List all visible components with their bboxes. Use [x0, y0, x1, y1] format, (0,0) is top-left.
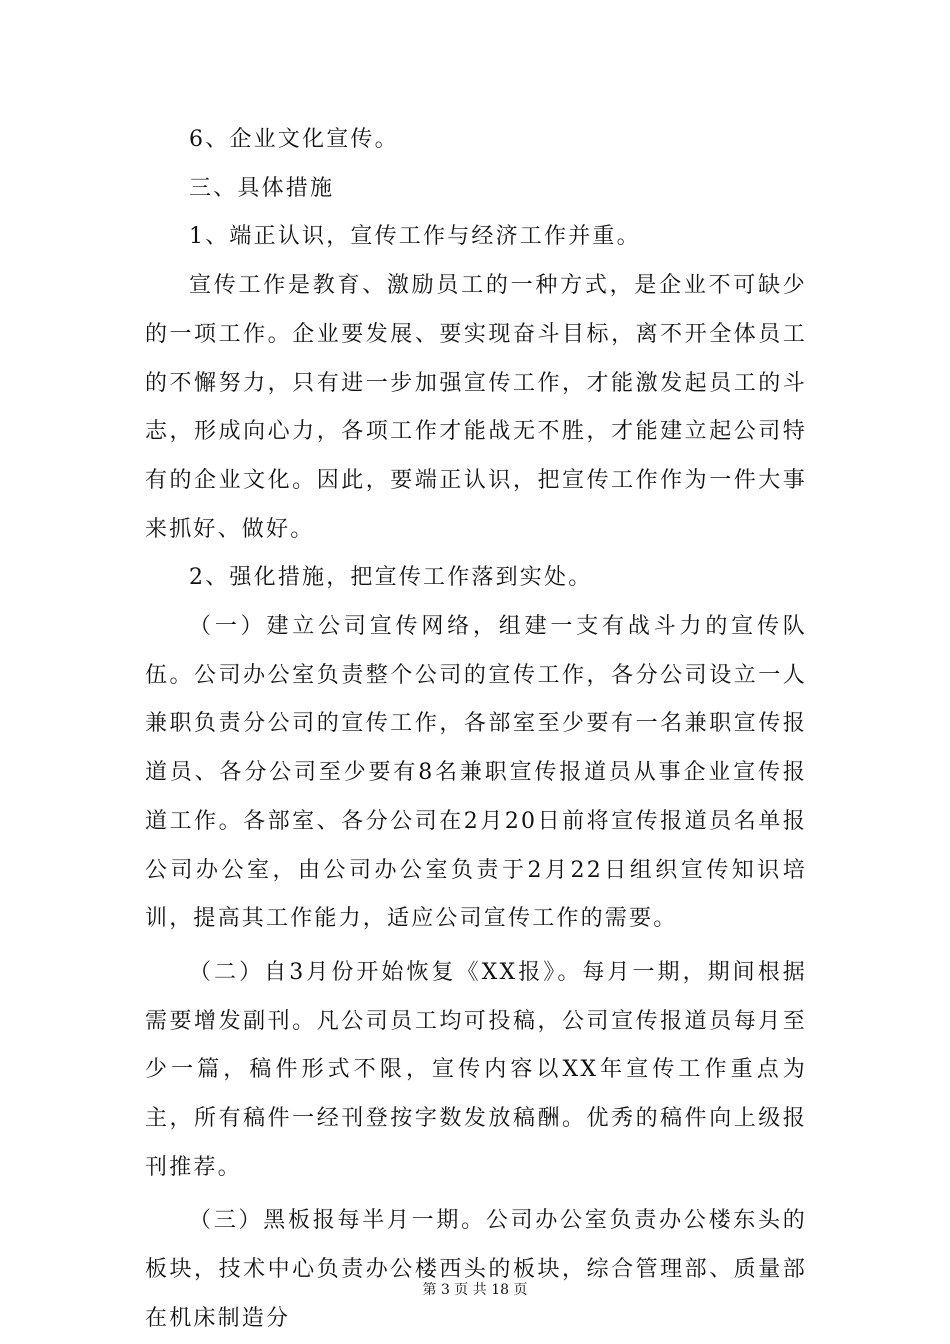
- paragraph-measure-1-body: 宣传工作是教育、激励员工的一种方式，是企业不可缺少的一项工作。企业要发展、要实现奋斗目标，离不开全体员工的不懈努力，只有进一步加强宣传工作，才能激发起员工的斗志，形成向心力，各项工作才能战无不胜，才能建立起公司特有的企业文化。因此，要端正认识，把宣传工作作为一件大事来抓好、做好。: [145, 273, 807, 542]
- paragraph-section-item-6: 6、企业文化宣传。: [189, 127, 399, 152]
- paragraph-sub-item-3: （三）黑板报每半月一期。公司办公室负责办公楼东头的板块，技术中心负责办公楼西头的板块，综合管理部、质量部在机床制造分: [145, 1208, 807, 1331]
- paragraph-sub-item-1: （一）建立公司宣传网络，组建一支有战斗力的宣传队伍。公司办公室负责整个公司的宣传工作，各分公司设立一人兼职负责分公司的宣传工作，各部室至少要有一名兼职宣传报道员、各分公司至少要有8名兼职宣传报道员从事企业宣传报道工作。各部室、各分公司在2月20日前将宣传报道员名单报公司办公室，由公司办公室负责于2月22日组织宣传知识培训，提高其工作能力，适应公司宣传工作的需要。: [145, 614, 807, 932]
- section-heading-measures: 三、具体措施: [189, 175, 335, 201]
- paragraph-sub-item-2: （二）自3月份开始恢复《XX报》。每月一期，期间根据需要增发副刊。凡公司员工均可投稿，公司宣传报道员每月至少一篇，稿件形式不限，宣传内容以XX年宣传工作重点为主，所有稿件一经刊登按字数发放稿酬。优秀的稿件向上级报刊推荐。: [145, 959, 807, 1180]
- paragraph-measure-1-title: 1、端正认识，宣传工作与经济工作并重。: [189, 224, 641, 250]
- page-number-footer: 第 3 页 共 18 页: [422, 1282, 528, 1298]
- paragraph-measure-2-title: 2、强化措施，把宣传工作落到实处。: [189, 565, 593, 591]
- document-body: [145, 116, 807, 1344]
